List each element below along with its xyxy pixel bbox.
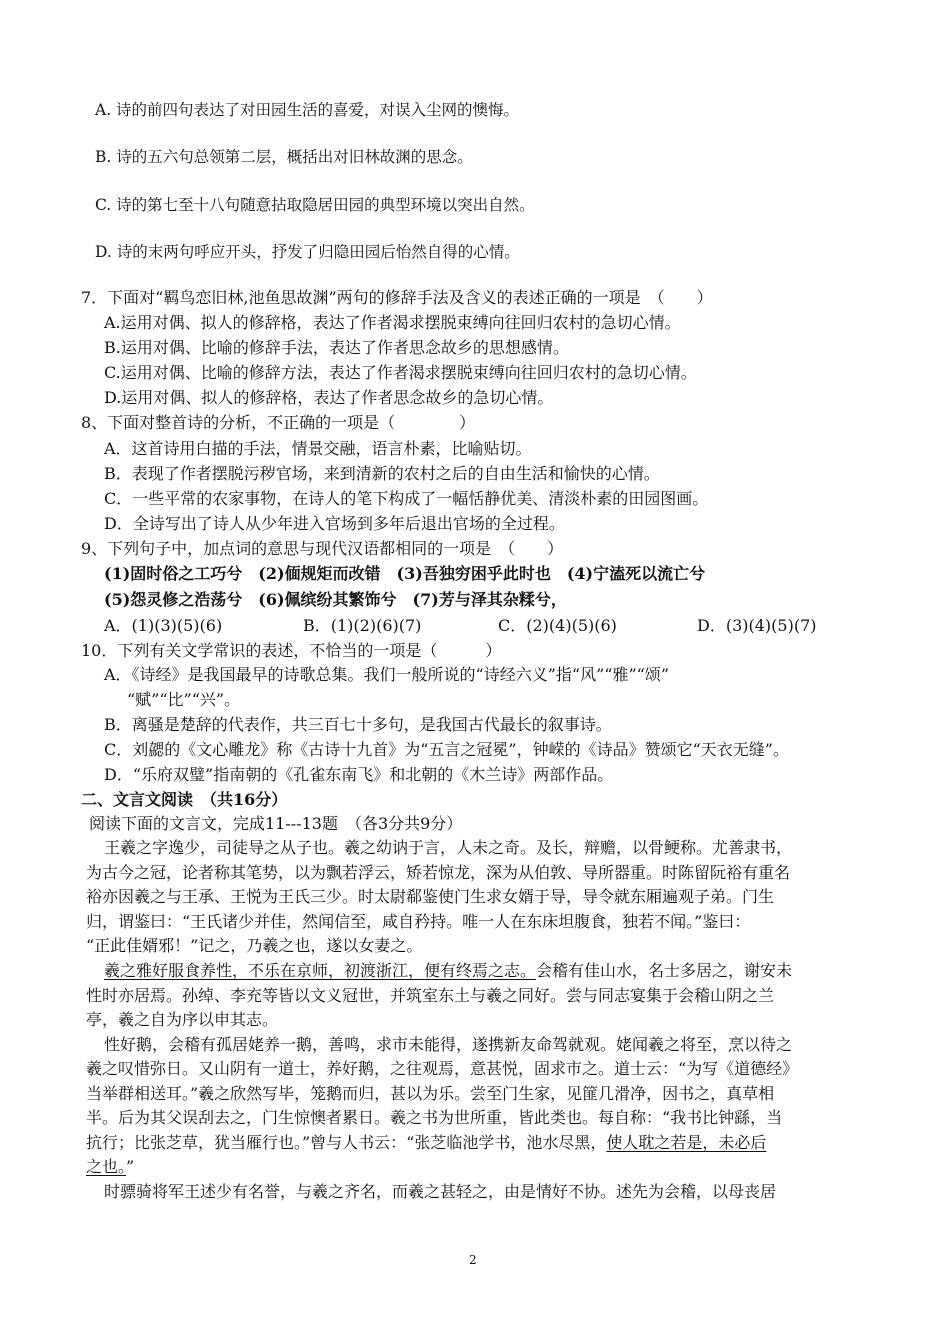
q9-choice-b: B．(1)(2)(6)(7) <box>303 616 422 635</box>
q10-stem: 10．下列有关文学常识的表述，不恰当的一项是（ ） <box>81 641 502 660</box>
q7-option-a: A.运用对偶、拟人的修辞格，表达了作者渴求摆脱束缚向往回归农村的急切心情。 <box>104 313 681 332</box>
passage-line <box>86 1132 766 1154</box>
q8-option-a: A．这首诗用白描的手法，情景交融，语言朴素，比喻贴切。 <box>104 439 532 458</box>
q10-option-a-line1: A．《诗经》是我国最早的诗歌总集。我们一般所说的“诗经六义”指“风”“雅”“颂” <box>104 665 669 684</box>
passage-line: 时骠骑将军王述少有名誉，与羲之齐名，而羲之甚轻之，由是情好不协。述先为会稽，以母丧居 <box>104 1182 777 1201</box>
q7-option-c: C.运用对偶、比喻的修辞方法，表达了作者渴求摆脱束缚向往回归农村的急切心情。 <box>104 363 697 382</box>
q6-option-b: B. 诗的五六句总领第二层，概括出对旧林故渊的思念。 <box>95 148 473 166</box>
passage-line: 为古今之冠，论者称其笔势，以为飘若浮云，矫若惊龙，深为从伯敦、导所器重。时陈留阮裕有重名 <box>86 863 791 882</box>
q8-option-d: D．全诗写出了诗人从少年进入官场到多年后退出官场的全过程。 <box>104 514 565 533</box>
passage-line: 性好鹅，会稽有孤居姥养一鹅，善鸣，求市未能得，遂携新友命驾就观。姥闻羲之将至，烹以待之 <box>104 1035 793 1054</box>
q9-stem: 9、下列句子中，加点词的意思与现代汉语都相同的一项是 （ ） <box>81 539 564 558</box>
q10-option-b: B．离骚是楚辞的代表作，共三百七十多句，是我国古代最长的叙事诗。 <box>104 715 612 734</box>
section-instruction: 阅读下面的文言文，完成11---13题 （各3分共9分） <box>89 814 463 833</box>
q10-option-d: D．“乐府双璧”指南朝的《孔雀东南飞》和北朝的《木兰诗》两部作品。 <box>104 765 614 784</box>
underlined-sentence: 之也。 <box>86 1157 127 1176</box>
passage-line: 性时亦居焉。孙绰、李充等皆以文义冠世，并筑室东土与羲之同好。尝与同志宴集于会稽山阴之兰 <box>86 986 775 1005</box>
q6-option-c: C. 诗的第七至十八句随意拈取隐居田园的典型环境以突出自然。 <box>95 196 535 214</box>
passage-line: “正此佳婿邪！”记之，乃羲之也，遂以女妻之。 <box>86 936 423 955</box>
section-heading: 二、文言文阅读 （共16分） <box>81 790 288 809</box>
page-number: 2 <box>469 1253 477 1267</box>
passage-line <box>86 1156 134 1178</box>
q9-choice-c: C．(2)(4)(5)(6) <box>498 616 617 635</box>
q9-choice-d: D．(3)(4)(5)(7) <box>697 616 817 635</box>
passage-line <box>104 960 792 982</box>
passage-line: 当举群相送耳。”羲之欣然写毕，笼鹅而归，甚以为乐。尝至门生家，见篚几滑净，因书之，真草相 <box>86 1084 775 1103</box>
q6-option-a: A. 诗的前四句表达了对田园生活的喜爱，对误入尘网的懊悔。 <box>95 101 520 119</box>
underlined-sentence: 使人耽之若是，未必后 <box>606 1133 767 1152</box>
passage-text: ” <box>126 1157 135 1176</box>
passage-line: 归，谓鉴曰：“王氏诸少并佳，然闻信至，咸自矜持。唯一人在东床坦腹食，独若不闻。”鉴曰： <box>86 912 751 931</box>
passage-text: 抗行；比张芝草，犹当雁行也。”曾与人书云：“张芝临池学书，池水尽黑， <box>86 1133 607 1152</box>
underlined-sentence: 羲之雅好服食养性，不乐在京师，初渡浙江，便有终焉之志。 <box>104 961 537 980</box>
passage-line: 羲之叹惜弥日。又山阴有一道士，养好鹅，之往观焉，意甚悦，固求市之。道士云：“为写《道德经》 <box>86 1059 799 1078</box>
q7-stem: 7．下面对“羁鸟恋旧林,池鱼思故渊”两句的修辞手法及含义的表述正确的一项是 （ ） <box>81 288 713 307</box>
q8-option-c: C．一些平常的农家事物，在诗人的笔下构成了一幅恬静优美、清淡朴素的田园图画。 <box>104 489 709 508</box>
q6-option-d: D. 诗的末两句呼应开头，抒发了归隐田园后怡然自得的心情。 <box>95 243 520 261</box>
q9-sentences-row2: (5)怨灵修之浩荡兮 (6)佩缤纷其繁饰兮 (7)芳与泽其杂糅兮， <box>104 590 567 609</box>
q10-option-c: C．刘勰的《文心雕龙》称《古诗十九首》为“五言之冠冕”，钟嵘的《诗品》赞颂它“天衣无缝”。 <box>104 740 789 759</box>
q7-option-b: B.运用对偶、比喻的修辞手法，表达了作者思念故乡的思想感情。 <box>104 338 569 357</box>
q7-option-d: D.运用对偶、拟人的修辞格，表达了作者思念故乡的急切心情。 <box>104 388 554 407</box>
q8-option-b: B．表现了作者摆脱污秽官场，来到清新的农村之后的自由生活和愉快的心情。 <box>104 464 660 483</box>
q9-sentences-row1: (1)固时俗之工巧兮 (2)偭规矩而改错 (3)吾独穷困乎此时也 (4)宁溘死以流亡兮 <box>104 564 706 583</box>
q10-option-a-line2: “赋”“比”“兴”。 <box>127 690 241 709</box>
q8-stem: 8、下面对整首诗的分析，不正确的一项是（ ） <box>81 413 476 432</box>
passage-line: 亭，羲之自为序以申其志。 <box>86 1010 279 1029</box>
passage-line: 半。后为其父误刮去之，门生惊懊者累日。羲之书为世所重，皆此类也。每自称：“我书比钟繇，当 <box>86 1108 783 1127</box>
passage-line: 裕亦因羲之与王承、王悦为王氏三少。时太尉郗鉴使门生求女婿于导，导令就东厢遍观子弟。门生 <box>86 887 775 906</box>
q9-choice-a: A．(1)(3)(5)(6) <box>104 616 223 635</box>
passage-line: 王羲之字逸少，司徒导之从子也。羲之幼讷于言，人未之奇。及长，辩赡，以骨鲠称。尤善隶书， <box>104 838 793 857</box>
passage-text: 会稽有佳山水，名士多居之，谢安未 <box>536 961 793 980</box>
